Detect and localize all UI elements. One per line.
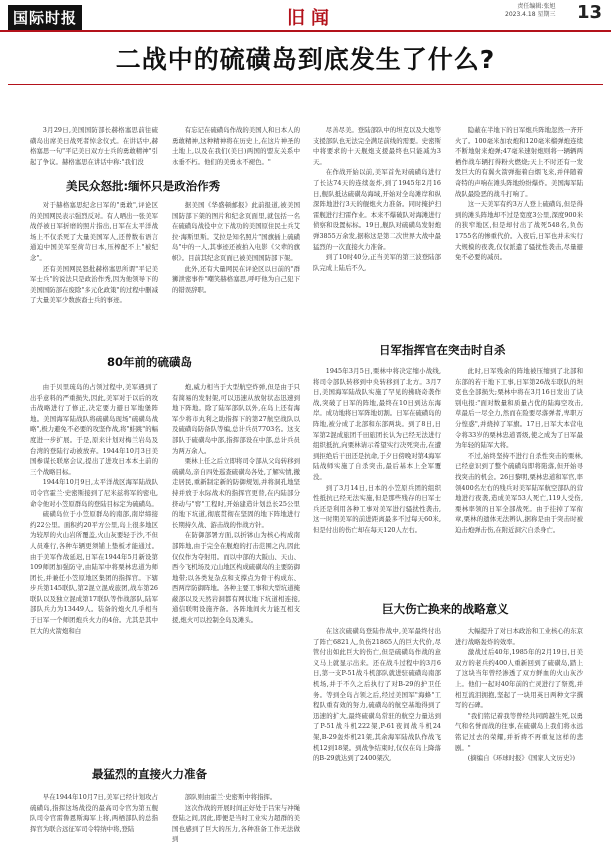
page-headline: 二战中的硫磺岛到底发生了什么? <box>115 45 496 74</box>
masthead-rule <box>0 30 611 32</box>
firepower-text-col1: 早在1944年10月7日,美军已经计划攻占硫磺岛,指挥这场战役的最高司令官为第五舰队司令官雷鲁恩斯海军上将,两栖部队的总指挥官为联合远征军司令特纳中将,登陆 <box>30 793 158 833</box>
history-text-col1: 由于贝里琉岛的占领过程中,美军遇到了出乎意料的严重损失,因此,美军对于以后的攻击战略进行了修正,决定要力避日军地堡阵地。美国海军陆战队将硫磺岛现场"硫磺岛战略",极力避免不必要的攻坚作战,将"蛙跳"的幅度进一步扩展。于是,原来计划对梅兰岩岛及台湾的登陆行动被放弃。1944年10月3日美国参谋长联席会议,提出了进攻日本本土前的三个战略目标。 1944年10月9日,太平洋战区海军陆战队司令官霍兰·史密斯接到了尼米兹将军的密电,命令他对小笠原群岛的登陆目标定为硫磺岛。 硫磺岛位于小笠原群岛的南部,南岸缔接约22公里。面积约20平方公里,岛上很多地区为较厚的火山岩所覆盖,火山灰要轻于沙,不但人员难行,各种车辆更须铺上垫板才能通过。由于美军作战延迟,日军在1944年5月新设第109师团加强防守,由陆军中将栗林忠道为师团长,并兼任小笠原地区集团的指挥官。下辖步兵第145联队,第2混立混成旅团,战车第26联队以及独立混成第17联队等作战部队,陆军部队兵力为13449人。装备的炮火几乎相当于日军一个师团炮兵火力的4倍。尤其是其中巨大的火箭炮和白 <box>30 383 158 635</box>
firepower-text-col2: 部队则由霍兰·史密斯中将指挥。 这次作战的开展时间正好处于吕宋与冲绳登陆之间,因此,即便是当时工业实力超群的美国也感到了巨大的压力,各种准备工作无法做到 <box>172 793 300 844</box>
strategic-text-col1: 在这次硫磺岛登陆作战中,美军最终付出了阵亡6821人,负伤21865人的巨大代价,尽管付出如此巨大的伤亡,但是硫磺岛作战的意义马上就显示出来。还在战斗过程中的3月6日,第一支P-51战斗机部队就进驻硫磺岛南部机场,并于不久之后执行了对B-29的护卫任务。等到全岛占领之后,经过美国军"海蜂"工程队重有效的努力,硫磺岛的航空基地得到了迅速的扩大,最终硫磺岛常驻的航空力量达到了P-51战斗机222架,P-61夜间战斗机24架,B-29轰炸机21架,其余海军陆战队作战飞机12到18架。到战争结束时,仅仅在岛上降落的B-29就达到了2400架次, <box>313 627 441 763</box>
intro-continued: 有忘记在硫磺岛作战的美国人和日本人的勇敢精神,这种精神将在历史上,在这片神圣的土地上,以及在我们(美日)两国的盟友关系中永垂不朽。他们的美勇永不褪色。" <box>172 126 300 166</box>
headline-rule <box>8 84 603 85</box>
protest-text-col1: 对于赫格塞思纪念日军的"勇敢",评论区的美国网民表示强烈反对。有人晒出一张美军战俘被日军折磨的照片指出,日军在太平洋战场上不仅杀死了大量美国军人,还曾数布语言通迫中国美军至荷苛日本,压榨配不上"被纪念"。 还有美国网民怒批赫格塞思所谓"平记美军士兵"的说法只是政治作秀,因为他领导下的美国国防部在废除"多元化政策"的过程中删减了大量美军少数族裔士兵的事迹。 <box>30 201 158 305</box>
commander-text-col1: 1945年3月5日,栗林中将决定缩小战线,将司令部队转移到中央转移到了北方。3月7日,美国海军陆战队实施了罕见的拂晓奇袭作战,突破了日军的阵地,最终在10日到达东海岸。成功地将日军阵地切割。日军在硫磺岛的阵地,被分成了北部和东部两块。到了8日,日军第2混成旅团千田旅团长认为已经无法进行组织抵抗,向栗林请示希望实行决死突击,在遭到拒绝后干田还是抗命,于夕日傍晚对第4海军陆战师实施了自杀突击,最后基本上全军覆没。 到了3月14日,日本的小笠原兵团的组织性抵抗已经无法实施,但是那些残存的日军士兵还是利用各种工事对美军进行骚扰性袭击,这一时期美军的前进距离最多不过每天60米,但是付出的伤亡却在每天120人左右。 <box>313 367 441 534</box>
issue-meta <box>505 3 555 19</box>
firepower-text-col3: 尽善尽美。登陆部队中的坦克以及大炮等支援部队也无法完全满足前线的需要。史密斯中将要求的十天舰炮支援最终也只能减为3天。 在作战开始以前,美军首先对硫磺岛进行了长达74天的连续轰炸,到了1945年2月16日,舰队抵达硫磺岛海域,开始对全岛滩岸和纵深阵地进行3天的舰炮火力准备。同时掩护扫雷舰进行扫雷作业。本来不爆破队对海滩进行侦察和设置标标。19日,舰队对硫磺岛发射炮弹3855万余发,据称这是第二次世界大战中最猛烈的一次直接火力准备。 到了10时40分,正当美军的第三波登陆部队完成上陆后不久, <box>313 126 441 272</box>
section-heading-strategic: 巨大伤亡换来的战略意义 <box>382 602 509 616</box>
date-line: 2023.4.18 星期三 <box>505 11 556 18</box>
firepower-text-col4: 隐蔽在半地下的日军炮兵阵地忽然一齐开火了。100毫米加农炮和120毫米榴弹炮连续不断地射来炮弹;47毫米速射炮则将一辆辆两栖作战车辆打得粉火燃烧;天上不时还有一发发巨大的有翼火箭弹拖着白烟飞来,并伴随着奇特的声响在滩头阵地纷纷爆炸。美国海军陆战队最险恶的战斗打响了。 这一天美军有约3万人登上硫磺岛,但是得到的滩头阵地却不过是宽度3公里,深度900米的狭窄地区,但是却付出了战死548名,负伤1755名的惨重代价。入夜后,日军也并未实行大规模的夜袭,仅仅派遣了骚扰性袭击,尽量避免不必要的减员。 <box>455 126 583 262</box>
page-number: 13 <box>577 2 603 23</box>
section-title: 旧闻 <box>287 8 335 29</box>
protest-text-col2: 据美国《华盛顿邮报》此前报道,被美国国防部下架的图片和纪念页面里,就包括一名在硫磺岛战役中立下战功的美国原住民士兵艾拉·海斯里斯。艾拉是知名照片"国旗插上硫磺岛"中的一人,其事迹还被拍入电影《父辈的旗帜》。目前其纪念页面已被美国国防部下架。 此外,还有大量网民在评论区以日前的"群狮泄密事件"嘲笑赫格塞思,呼吁他为自己犯下的错误辞职。 <box>172 201 300 294</box>
intro-text: 3月29日,美国国防部长赫格塞思前往硫磺岛出席美日战死者悼念仪式。在讲话中,赫格塞思一句"平记美日双方士兵的勇敢精神"引起了争议。赫格塞思在讲话中称:"我们没 <box>30 126 158 166</box>
strategic-text-col2: 大幅提升了对日本政治和工业核心的东京进行战略轰炸的效率。 激战过后40年,1985年的2月19日,日美双方的老兵约400人重新回到了硫磺岛,踏上了这块当年曾经渗透了双方鲜血的火山灰沙上。他们一起对40年前的亡灵进行了祭奠,并相互流泪拥抱,坚起了一块用英日两种文字撰写的石碑。 "我们铭记着我等曾经共同跨越生死,以勇气和名誉而战的往事,在硫磺岛上我们将永远铭记过去的荣耀,并祈祷不再重复这样的悲剧。" (摘编自《环球时报》《国家人文历史》) <box>455 627 583 763</box>
newspaper-logo: 国际时报 <box>8 5 82 30</box>
section-heading-protest: 美民众怒批:缅怀只是政治作秀 <box>66 179 221 193</box>
section-heading-firepower: 最猛烈的直接火力准备 <box>92 767 207 781</box>
masthead <box>0 0 611 30</box>
section-heading-commander: 日军指挥官在突击时自杀 <box>379 343 506 357</box>
history-text-col2: 炮,威力相当于大型航空炸弹,但是由于只有简易的发射架,可以迅速从放射状态迅速到地下阵地。除了陆军部队以外,在岛上还有海军少将市丸利之助指挥下的第27航空战队以及硫磺岛防备队等编,总计兵员7703名。这支部队于硫磺岛中部,指挥部设在中部,总计兵员为两万余人。 栗林上任之后立即将司令部从父岛转移到硫磺岛,亲自四处巡查硫磺岛各处,了解实情,撤走居民,重新制定新的防御规划,并将洞孔地坚持并放于水际战术的指挥官更替,在内陆部分挤动与"窖"工程时,开始建造计划总长25公里的地下坑道,彻底贯彻在坚固的地下阵地进行长期持久战、游击战的作战方针。 在防御部署方面,以折钵山为核心构成南部阵地,由于完全在舰炮的打击范围之内,因此仅仅作为夺射用。而以中部的大阪山、天山、西今飞机场及元山地区构成硫磺岛的主要防御地带;以各类复杂点和支撑点为骨干构成东、西两岸防御阵地。各种主要工事和大型坑道掩蔽部以及天然岩洞都有网状地下坑道相连接,通信联明设施齐备。各阵地间火力能互相支援,炮火可以控制全岛及滩头。 <box>172 383 300 625</box>
commander-text-col2: 此时,日军残余的阵地被压缩到了北部和东部的若干地下工事,日军第26战车联队的坦克也全部损失;栗林中将在3月16日发出了诀别电报:"面对数量和质量占优的陆海空攻击,草最后一尽全力,然而在险要尽落弹者,卑职万分惶惑",并烧掉了军旗。17日,日军大本营电令将33岁的栗林忠道晋级,使之成为了日军最为年轻的陆军大将。 不过,始终坚持不进行自杀性突击的栗林,已经意识到了整个硫磺岛即将陷落,但开始寻找突击的机会。26日黎明,栗林忠道和军官,率领400名左右的残兵对美军陆军航空部队的营地进行夜袭,造成美军53人死亡,119人受伤,栗林率领的日军全部战死。由于挂掉了军衔章,栗林的遗体无法辨认,据称是由于突击时被迫击炮弹击伤,在附近洞穴自杀身亡。 <box>455 367 583 534</box>
editor-line: 责任编辑:张旭 <box>517 3 556 10</box>
section-heading-80-years: 80年前的硫磺岛 <box>107 355 193 369</box>
